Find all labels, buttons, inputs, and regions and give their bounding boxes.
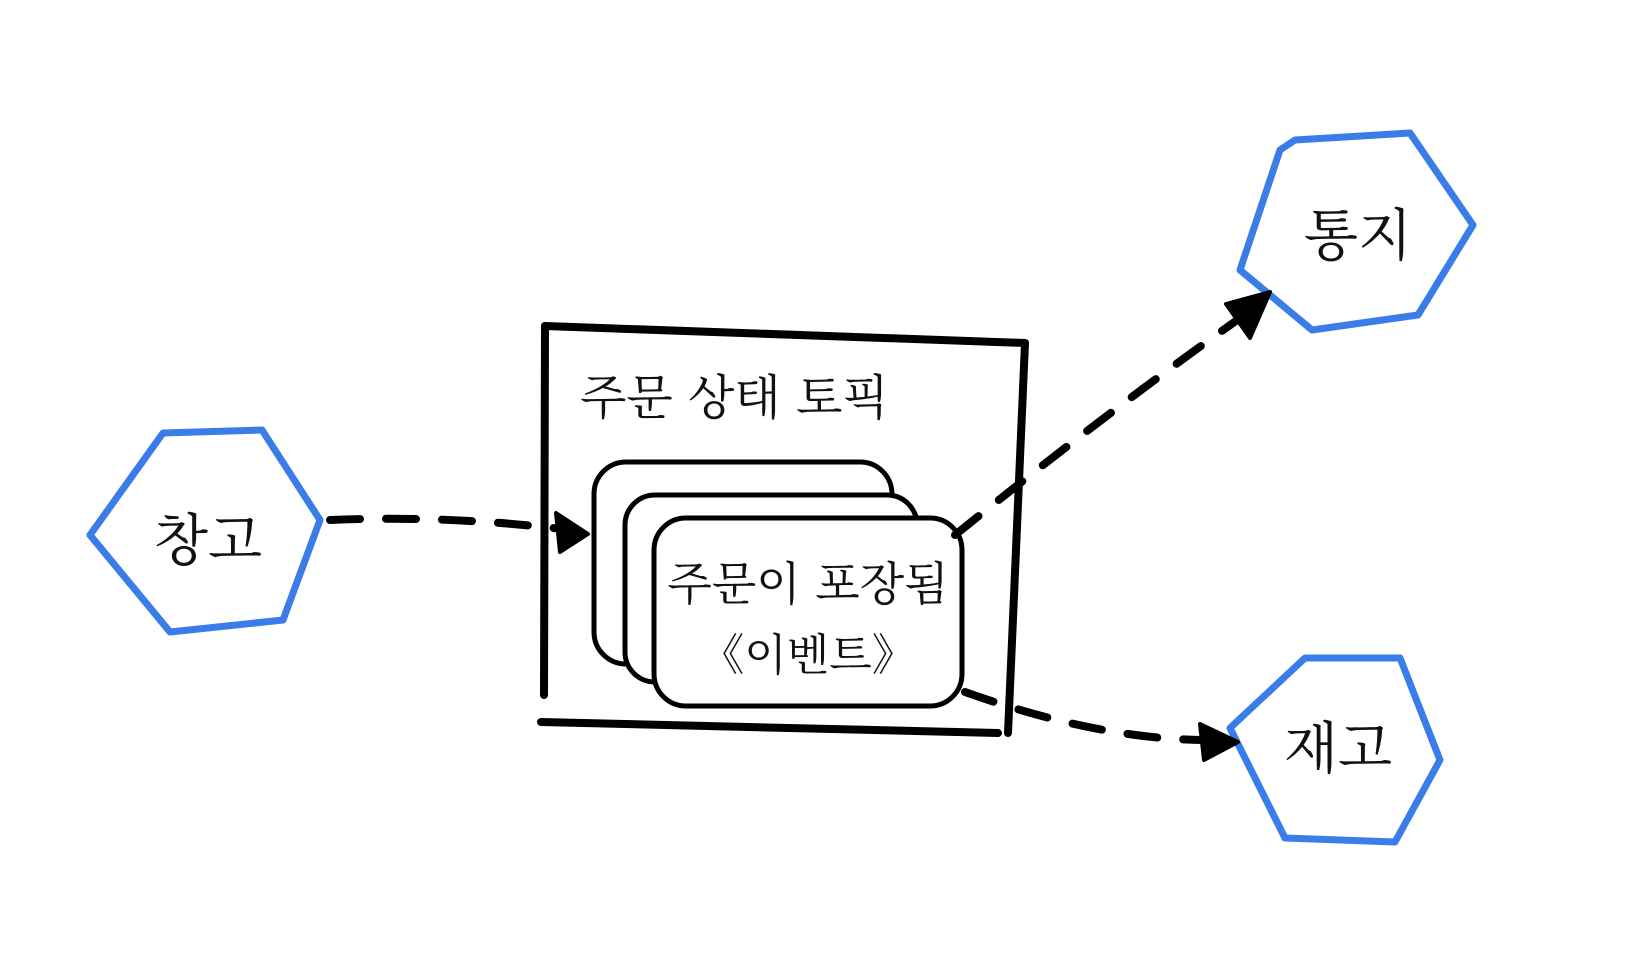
warehouse-label: 창고 bbox=[153, 509, 263, 574]
topic-title: 주문 상태 토픽 bbox=[580, 370, 889, 426]
event-stereotype: 《이벤트》 bbox=[700, 630, 916, 681]
arrow-warehouse-to-event bbox=[330, 513, 588, 552]
event-name: 주문이 포장됨 bbox=[667, 557, 949, 611]
notification-label: 통지 bbox=[1303, 204, 1413, 269]
inventory-label: 재고 bbox=[1283, 717, 1393, 782]
arrow-event-to-notification bbox=[955, 292, 1270, 535]
